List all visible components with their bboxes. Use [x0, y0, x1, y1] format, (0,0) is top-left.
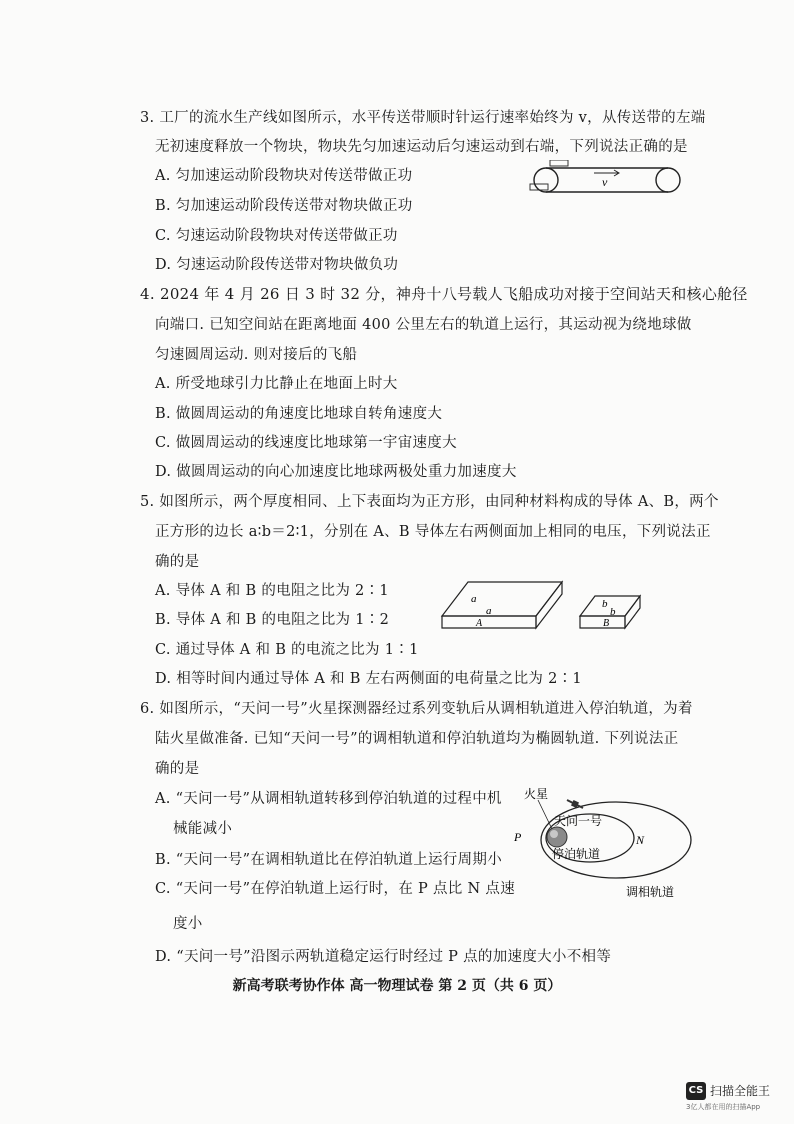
- conductor-b: [580, 596, 640, 629]
- q6-option-a-line1: A. “天问一号”从调相轨道转移到停泊轨道的过程中机: [155, 791, 502, 807]
- q4-option-c: C. 做圆周运动的线速度比地球第一宇宙速度大: [155, 435, 457, 451]
- conductor-b-front-label: b: [610, 606, 616, 618]
- q3-stem-line1: 3. 工厂的流水生产线如图所示，水平传送带顺时针运行速率始终为 v，从传送带的左端: [140, 110, 706, 126]
- q6-stem-line2: 陆火星做准备. 已知“天问一号”的调相轨道和停泊轨道均为椭圆轨道. 下列说法正: [155, 731, 679, 747]
- q5-option-c: C. 通过导体 A 和 B 的电流之比为 1∶1: [155, 642, 419, 658]
- q3-option-c: C. 匀速运动阶段物块对传送带做正功: [155, 228, 398, 244]
- conveyor-belt-figure: [528, 160, 688, 196]
- camscanner-tagline: 3亿人都在用的扫描App: [686, 1103, 761, 1111]
- q5-stem-line3: 确的是: [155, 554, 200, 570]
- probe-label: 天问一号: [554, 814, 603, 828]
- conductor-a-front-label: a: [486, 605, 492, 617]
- conductor-a-name: A: [476, 618, 483, 629]
- camscanner-name: 扫描全能王: [710, 1084, 771, 1098]
- conductor-slabs-figure: [438, 578, 668, 634]
- q4-stem-line3: 匀速圆周运动. 则对接后的飞船: [155, 347, 358, 363]
- q3-option-a: A. 匀加速运动阶段物块对传送带做正功: [155, 168, 413, 184]
- q6-option-c-line2: 度小: [173, 916, 203, 932]
- satellite-icon: [567, 800, 583, 808]
- velocity-label: v: [602, 175, 608, 189]
- mars-label: 火星: [524, 787, 549, 801]
- point-n-label: N: [636, 833, 645, 847]
- q4-option-b: B. 做圆周运动的角速度比地球自转角速度大: [155, 406, 443, 422]
- q6-stem-line1: 6. 如图所示，“天问一号”火星探测器经过系列变轨后从调相轨道进入停泊轨道，为着: [140, 701, 693, 717]
- q5-stem-line2: 正方形的边长 a∶b＝2∶1，分别在 A、B 导体左右两侧面加上相同的电压，下列说法正: [155, 524, 711, 540]
- q6-option-d: D. “天问一号”沿图示两轨道稳定运行时经过 P 点的加速度大小不相等: [155, 949, 612, 965]
- camscanner-watermark: [686, 1082, 786, 1118]
- camscanner-logo-icon: CS: [686, 1082, 706, 1100]
- conductor-a-side-label: a: [471, 593, 477, 605]
- q6-option-c-line1: C. “天问一号”在停泊轨道上运行时，在 P 点比 N 点速: [155, 881, 515, 897]
- point-p-label: P: [514, 830, 522, 844]
- q6-stem-line3: 确的是: [155, 761, 200, 777]
- q4-stem-line2: 向端口. 已知空间站在距离地面 400 公里左右的轨道上运行，其运动视为绕地球做: [155, 317, 692, 333]
- conductor-b-name: B: [603, 618, 610, 629]
- q3-stem-line2: 无初速度释放一个物块，物块先匀加速运动后匀速运动到右端，下列说法正确的是: [155, 139, 688, 155]
- q6-option-b: B. “天问一号”在调相轨道比在停泊轨道上运行周期小: [155, 852, 502, 868]
- left-pulley: [534, 168, 558, 192]
- q4-stem-line1: 4. 2024 年 4 月 26 日 3 时 32 分，神舟十八号载人飞船成功对接于空间站天和核心舱径: [140, 285, 748, 303]
- conductor-b-side-label: b: [602, 598, 608, 610]
- mars-icon: [547, 827, 567, 847]
- q4-option-d: D. 做圆周运动的向心加速度比地球两极处重力加速度大: [155, 464, 517, 480]
- conductor-a: [442, 582, 562, 629]
- phasing-orbit-label: 调相轨道: [626, 885, 675, 899]
- q5-stem-line1: 5. 如图所示，两个厚度相同、上下表面均为正方形，由同种材料构成的导体 A、B，两个: [140, 494, 719, 510]
- page-footer: 新高考联考协作体 高一物理试卷 第 2 页（共 6 页）: [232, 978, 562, 994]
- q6-option-a-line2: 械能减小: [173, 821, 233, 837]
- q4-option-a: A. 所受地球引力比静止在地面上时大: [155, 376, 398, 392]
- mars-orbit-figure: [512, 786, 694, 904]
- parking-orbit-label: 停泊轨道: [552, 847, 601, 861]
- q5-option-a: A. 导体 A 和 B 的电阻之比为 2∶1: [155, 583, 389, 599]
- right-pulley: [656, 168, 680, 192]
- q3-option-d: D. 匀速运动阶段传送带对物块做负功: [155, 257, 399, 273]
- q3-option-b: B. 匀加速运动阶段传送带对物块做正功: [155, 198, 413, 214]
- q5-option-b: B. 导体 A 和 B 的电阻之比为 1∶2: [155, 612, 390, 628]
- q5-option-d: D. 相等时间内通过导体 A 和 B 左右两侧面的电荷量之比为 2∶1: [155, 671, 582, 687]
